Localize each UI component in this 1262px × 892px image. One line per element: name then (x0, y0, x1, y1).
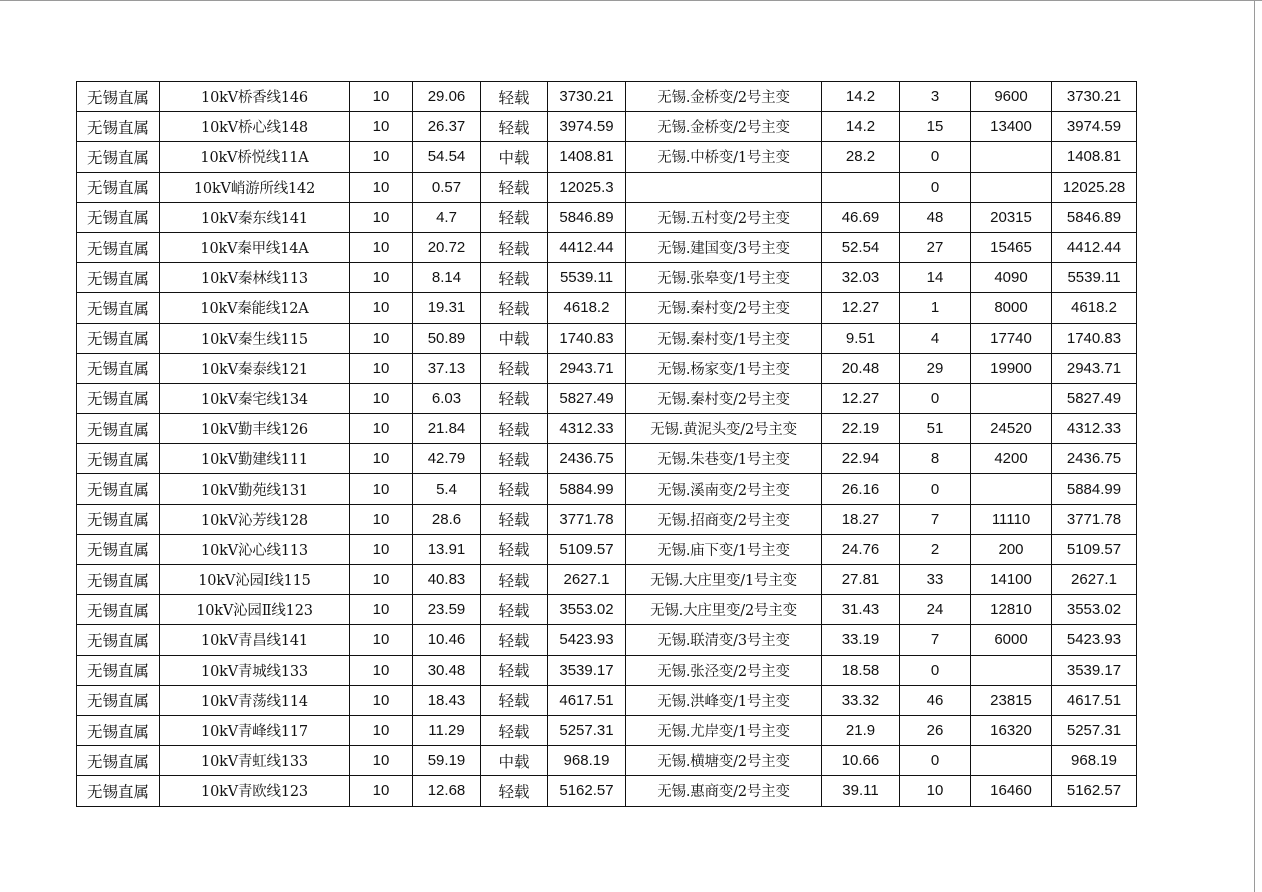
line-name-cell: 10kV青城线133 (160, 655, 350, 685)
capacity-cell: 4412.44 (548, 232, 626, 262)
unit-cell: 无锡直属 (77, 172, 160, 202)
user-count-cell: 0 (900, 474, 971, 504)
unit-cell: 无锡直属 (77, 625, 160, 655)
line-name-cell: 10kV秦东线141 (160, 202, 350, 232)
line-name-cell: 10kV勤丰线126 (160, 414, 350, 444)
main-transformer-load-cell: 22.94 (822, 444, 900, 474)
load-rate-cell: 19.31 (413, 293, 481, 323)
load-status-cell: 中载 (481, 746, 548, 776)
available-capacity-cell: 5846.89 (1052, 202, 1137, 232)
unit-cell: 无锡直属 (77, 534, 160, 564)
table-row (77, 776, 1137, 806)
user-capacity-cell: 20315 (971, 202, 1052, 232)
substation-cell: 无锡.秦村变/2号主变 (626, 293, 822, 323)
capacity-cell: 3974.59 (548, 112, 626, 142)
line-name-cell: 10kV桥悦线11A (160, 142, 350, 172)
substation-cell: 无锡.大庄里变/1号主变 (626, 565, 822, 595)
user-count-cell: 0 (900, 172, 971, 202)
load-status-cell: 轻载 (481, 565, 548, 595)
table-row (77, 565, 1137, 595)
load-rate-cell: 4.7 (413, 202, 481, 232)
unit-cell: 无锡直属 (77, 112, 160, 142)
main-transformer-load-cell: 32.03 (822, 263, 900, 293)
available-capacity-cell: 5109.57 (1052, 534, 1137, 564)
user-count-cell: 46 (900, 685, 971, 715)
table-row (77, 202, 1137, 232)
available-capacity-cell: 12025.28 (1052, 172, 1137, 202)
page-top-edge (0, 0, 1262, 1)
main-transformer-load-cell: 24.76 (822, 534, 900, 564)
main-transformer-load-cell: 10.66 (822, 746, 900, 776)
load-rate-cell: 26.37 (413, 112, 481, 142)
substation-cell: 无锡.张泾变/2号主变 (626, 655, 822, 685)
table-row (77, 323, 1137, 353)
substation-cell: 无锡.朱巷变/1号主变 (626, 444, 822, 474)
capacity-cell: 3771.78 (548, 504, 626, 534)
main-transformer-load-cell: 33.19 (822, 625, 900, 655)
line-name-cell: 10kV秦林线113 (160, 263, 350, 293)
unit-cell: 无锡直属 (77, 565, 160, 595)
user-capacity-cell (971, 172, 1052, 202)
load-status-cell: 轻载 (481, 202, 548, 232)
load-rate-cell: 13.91 (413, 534, 481, 564)
unit-cell: 无锡直属 (77, 323, 160, 353)
available-capacity-cell: 5257.31 (1052, 715, 1137, 745)
capacity-cell: 2943.71 (548, 353, 626, 383)
table-row (77, 383, 1137, 413)
user-capacity-cell: 12810 (971, 595, 1052, 625)
table-row (77, 534, 1137, 564)
substation-cell: 无锡.中桥变/1号主变 (626, 142, 822, 172)
available-capacity-cell: 2627.1 (1052, 565, 1137, 595)
available-capacity-cell: 5162.57 (1052, 776, 1137, 806)
user-count-cell: 0 (900, 142, 971, 172)
voltage-cell: 10 (350, 414, 413, 444)
line-name-cell: 10kV勤苑线131 (160, 474, 350, 504)
substation-cell: 无锡.五村变/2号主变 (626, 202, 822, 232)
capacity-cell: 4617.51 (548, 685, 626, 715)
capacity-cell: 2436.75 (548, 444, 626, 474)
available-capacity-cell: 4312.33 (1052, 414, 1137, 444)
user-count-cell: 10 (900, 776, 971, 806)
load-status-cell: 轻载 (481, 595, 548, 625)
unit-cell: 无锡直属 (77, 655, 160, 685)
voltage-cell: 10 (350, 474, 413, 504)
capacity-cell: 5257.31 (548, 715, 626, 745)
table-row (77, 353, 1137, 383)
user-capacity-cell: 9600 (971, 82, 1052, 112)
capacity-cell: 5827.49 (548, 383, 626, 413)
load-rate-cell: 50.89 (413, 323, 481, 353)
user-capacity-cell: 8000 (971, 293, 1052, 323)
capacity-cell: 1740.83 (548, 323, 626, 353)
table-row (77, 444, 1137, 474)
load-rate-cell: 40.83 (413, 565, 481, 595)
line-name-cell: 10kV峭游所线142 (160, 172, 350, 202)
unit-cell: 无锡直属 (77, 232, 160, 262)
load-status-cell: 中载 (481, 142, 548, 172)
substation-cell: 无锡.秦村变/1号主变 (626, 323, 822, 353)
page-right-edge (1254, 0, 1255, 892)
voltage-cell: 10 (350, 715, 413, 745)
main-transformer-load-cell: 31.43 (822, 595, 900, 625)
line-name-cell: 10kV青昌线141 (160, 625, 350, 655)
table-body (77, 82, 1137, 807)
table-row (77, 82, 1137, 112)
line-name-cell: 10kV秦甲线14A (160, 232, 350, 262)
unit-cell: 无锡直属 (77, 263, 160, 293)
load-rate-cell: 21.84 (413, 414, 481, 444)
capacity-cell: 3730.21 (548, 82, 626, 112)
user-count-cell: 7 (900, 504, 971, 534)
user-capacity-cell: 23815 (971, 685, 1052, 715)
load-status-cell: 轻载 (481, 504, 548, 534)
capacity-cell: 5109.57 (548, 534, 626, 564)
line-name-cell: 10kV沁心线113 (160, 534, 350, 564)
main-transformer-load-cell: 52.54 (822, 232, 900, 262)
main-transformer-load-cell: 9.51 (822, 323, 900, 353)
voltage-cell: 10 (350, 746, 413, 776)
load-status-cell: 轻载 (481, 655, 548, 685)
feeder-load-table (76, 81, 1137, 807)
voltage-cell: 10 (350, 565, 413, 595)
capacity-cell: 5423.93 (548, 625, 626, 655)
voltage-cell: 10 (350, 232, 413, 262)
table-row (77, 474, 1137, 504)
table-row (77, 112, 1137, 142)
substation-cell: 无锡.招商变/2号主变 (626, 504, 822, 534)
line-name-cell: 10kV桥心线148 (160, 112, 350, 142)
load-status-cell: 轻载 (481, 172, 548, 202)
load-rate-cell: 54.54 (413, 142, 481, 172)
available-capacity-cell: 3730.21 (1052, 82, 1137, 112)
substation-cell: 无锡.金桥变/2号主变 (626, 82, 822, 112)
load-status-cell: 轻载 (481, 112, 548, 142)
substation-cell: 无锡.建国变/3号主变 (626, 232, 822, 262)
user-capacity-cell (971, 383, 1052, 413)
load-status-cell: 轻载 (481, 353, 548, 383)
user-capacity-cell: 14100 (971, 565, 1052, 595)
available-capacity-cell: 4412.44 (1052, 232, 1137, 262)
unit-cell: 无锡直属 (77, 595, 160, 625)
load-rate-cell: 42.79 (413, 444, 481, 474)
user-capacity-cell: 17740 (971, 323, 1052, 353)
unit-cell: 无锡直属 (77, 715, 160, 745)
table-row (77, 142, 1137, 172)
substation-cell: 无锡.溪南变/2号主变 (626, 474, 822, 504)
line-name-cell: 10kV秦宅线134 (160, 383, 350, 413)
user-count-cell: 0 (900, 383, 971, 413)
table-row (77, 715, 1137, 745)
main-transformer-load-cell: 18.27 (822, 504, 900, 534)
substation-cell: 无锡.大庄里变/2号主变 (626, 595, 822, 625)
voltage-cell: 10 (350, 383, 413, 413)
table-row (77, 595, 1137, 625)
voltage-cell: 10 (350, 172, 413, 202)
voltage-cell: 10 (350, 263, 413, 293)
unit-cell: 无锡直属 (77, 746, 160, 776)
voltage-cell: 10 (350, 776, 413, 806)
available-capacity-cell: 3539.17 (1052, 655, 1137, 685)
voltage-cell: 10 (350, 504, 413, 534)
unit-cell: 无锡直属 (77, 444, 160, 474)
user-capacity-cell: 16320 (971, 715, 1052, 745)
unit-cell: 无锡直属 (77, 383, 160, 413)
line-name-cell: 10kV青欧线123 (160, 776, 350, 806)
available-capacity-cell: 2943.71 (1052, 353, 1137, 383)
user-count-cell: 0 (900, 746, 971, 776)
available-capacity-cell: 5423.93 (1052, 625, 1137, 655)
substation-cell: 无锡.金桥变/2号主变 (626, 112, 822, 142)
capacity-cell: 4618.2 (548, 293, 626, 323)
user-capacity-cell: 13400 (971, 112, 1052, 142)
substation-cell: 无锡.黄泥头变/2号主变 (626, 414, 822, 444)
substation-cell: 无锡.洪峰变/1号主变 (626, 685, 822, 715)
user-count-cell: 27 (900, 232, 971, 262)
table-row (77, 263, 1137, 293)
available-capacity-cell: 1740.83 (1052, 323, 1137, 353)
available-capacity-cell: 4617.51 (1052, 685, 1137, 715)
user-count-cell: 33 (900, 565, 971, 595)
load-status-cell: 轻载 (481, 383, 548, 413)
load-rate-cell: 59.19 (413, 746, 481, 776)
main-transformer-load-cell: 33.32 (822, 685, 900, 715)
voltage-cell: 10 (350, 625, 413, 655)
substation-cell: 无锡.惠商变/2号主变 (626, 776, 822, 806)
user-capacity-cell (971, 746, 1052, 776)
load-status-cell: 轻载 (481, 263, 548, 293)
table-row (77, 655, 1137, 685)
main-transformer-load-cell: 12.27 (822, 383, 900, 413)
load-rate-cell: 10.46 (413, 625, 481, 655)
voltage-cell: 10 (350, 353, 413, 383)
load-rate-cell: 5.4 (413, 474, 481, 504)
load-rate-cell: 37.13 (413, 353, 481, 383)
load-status-cell: 中载 (481, 323, 548, 353)
line-name-cell: 10kV沁芳线128 (160, 504, 350, 534)
available-capacity-cell: 4618.2 (1052, 293, 1137, 323)
capacity-cell: 5162.57 (548, 776, 626, 806)
table-row (77, 685, 1137, 715)
capacity-cell: 3539.17 (548, 655, 626, 685)
substation-cell (626, 172, 822, 202)
user-count-cell: 2 (900, 534, 971, 564)
voltage-cell: 10 (350, 323, 413, 353)
voltage-cell: 10 (350, 82, 413, 112)
table-row (77, 746, 1137, 776)
voltage-cell: 10 (350, 444, 413, 474)
main-transformer-load-cell: 20.48 (822, 353, 900, 383)
user-count-cell: 26 (900, 715, 971, 745)
load-rate-cell: 28.6 (413, 504, 481, 534)
table-row (77, 293, 1137, 323)
unit-cell: 无锡直属 (77, 142, 160, 172)
user-capacity-cell: 4200 (971, 444, 1052, 474)
main-transformer-load-cell: 39.11 (822, 776, 900, 806)
capacity-cell: 5539.11 (548, 263, 626, 293)
main-transformer-load-cell: 28.2 (822, 142, 900, 172)
line-name-cell: 10kV青荡线114 (160, 685, 350, 715)
user-capacity-cell (971, 655, 1052, 685)
unit-cell: 无锡直属 (77, 82, 160, 112)
user-capacity-cell: 24520 (971, 414, 1052, 444)
user-capacity-cell: 11110 (971, 504, 1052, 534)
main-transformer-load-cell: 46.69 (822, 202, 900, 232)
load-rate-cell: 8.14 (413, 263, 481, 293)
unit-cell: 无锡直属 (77, 353, 160, 383)
capacity-cell: 968.19 (548, 746, 626, 776)
load-rate-cell: 6.03 (413, 383, 481, 413)
main-transformer-load-cell: 21.9 (822, 715, 900, 745)
user-capacity-cell (971, 474, 1052, 504)
available-capacity-cell: 3771.78 (1052, 504, 1137, 534)
user-capacity-cell: 4090 (971, 263, 1052, 293)
table-row (77, 504, 1137, 534)
unit-cell: 无锡直属 (77, 414, 160, 444)
user-capacity-cell: 19900 (971, 353, 1052, 383)
capacity-cell: 5846.89 (548, 202, 626, 232)
load-status-cell: 轻载 (481, 82, 548, 112)
unit-cell: 无锡直属 (77, 685, 160, 715)
load-status-cell: 轻载 (481, 776, 548, 806)
load-rate-cell: 30.48 (413, 655, 481, 685)
user-capacity-cell: 6000 (971, 625, 1052, 655)
user-count-cell: 3 (900, 82, 971, 112)
voltage-cell: 10 (350, 685, 413, 715)
load-status-cell: 轻载 (481, 293, 548, 323)
substation-cell: 无锡.尤岸变/1号主变 (626, 715, 822, 745)
line-name-cell: 10kV秦泰线121 (160, 353, 350, 383)
user-count-cell: 24 (900, 595, 971, 625)
main-transformer-load-cell: 27.81 (822, 565, 900, 595)
load-status-cell: 轻载 (481, 534, 548, 564)
available-capacity-cell: 968.19 (1052, 746, 1137, 776)
available-capacity-cell: 1408.81 (1052, 142, 1137, 172)
capacity-cell: 1408.81 (548, 142, 626, 172)
substation-cell: 无锡.秦村变/2号主变 (626, 383, 822, 413)
load-status-cell: 轻载 (481, 444, 548, 474)
available-capacity-cell: 3553.02 (1052, 595, 1137, 625)
line-name-cell: 10kV青峰线117 (160, 715, 350, 745)
capacity-cell: 5884.99 (548, 474, 626, 504)
voltage-cell: 10 (350, 595, 413, 625)
table-row (77, 625, 1137, 655)
available-capacity-cell: 5827.49 (1052, 383, 1137, 413)
user-capacity-cell: 15465 (971, 232, 1052, 262)
main-transformer-load-cell (822, 172, 900, 202)
line-name-cell: 10kV秦生线115 (160, 323, 350, 353)
load-rate-cell: 11.29 (413, 715, 481, 745)
user-count-cell: 15 (900, 112, 971, 142)
substation-cell: 无锡.庙下变/1号主变 (626, 534, 822, 564)
load-rate-cell: 23.59 (413, 595, 481, 625)
main-transformer-load-cell: 22.19 (822, 414, 900, 444)
line-name-cell: 10kV沁园Ⅰ线115 (160, 565, 350, 595)
load-rate-cell: 20.72 (413, 232, 481, 262)
capacity-cell: 2627.1 (548, 565, 626, 595)
voltage-cell: 10 (350, 293, 413, 323)
substation-cell: 无锡.张皋变/1号主变 (626, 263, 822, 293)
load-status-cell: 轻载 (481, 625, 548, 655)
user-count-cell: 7 (900, 625, 971, 655)
table-row (77, 414, 1137, 444)
load-status-cell: 轻载 (481, 685, 548, 715)
capacity-cell: 3553.02 (548, 595, 626, 625)
load-status-cell: 轻载 (481, 232, 548, 262)
user-capacity-cell (971, 142, 1052, 172)
load-status-cell: 轻载 (481, 474, 548, 504)
line-name-cell: 10kV勤建线111 (160, 444, 350, 474)
user-count-cell: 8 (900, 444, 971, 474)
available-capacity-cell: 3974.59 (1052, 112, 1137, 142)
unit-cell: 无锡直属 (77, 202, 160, 232)
unit-cell: 无锡直属 (77, 504, 160, 534)
user-count-cell: 4 (900, 323, 971, 353)
main-transformer-load-cell: 18.58 (822, 655, 900, 685)
user-capacity-cell: 16460 (971, 776, 1052, 806)
load-rate-cell: 29.06 (413, 82, 481, 112)
voltage-cell: 10 (350, 142, 413, 172)
main-transformer-load-cell: 12.27 (822, 293, 900, 323)
substation-cell: 无锡.杨家变/1号主变 (626, 353, 822, 383)
available-capacity-cell: 2436.75 (1052, 444, 1137, 474)
user-count-cell: 29 (900, 353, 971, 383)
line-name-cell: 10kV青虹线133 (160, 746, 350, 776)
capacity-cell: 12025.3 (548, 172, 626, 202)
voltage-cell: 10 (350, 534, 413, 564)
user-count-cell: 48 (900, 202, 971, 232)
main-transformer-load-cell: 14.2 (822, 112, 900, 142)
user-count-cell: 51 (900, 414, 971, 444)
voltage-cell: 10 (350, 202, 413, 232)
substation-cell: 无锡.横塘变/2号主变 (626, 746, 822, 776)
main-transformer-load-cell: 14.2 (822, 82, 900, 112)
table-row (77, 172, 1137, 202)
line-name-cell: 10kV沁园Ⅱ线123 (160, 595, 350, 625)
load-rate-cell: 18.43 (413, 685, 481, 715)
unit-cell: 无锡直属 (77, 474, 160, 504)
user-count-cell: 0 (900, 655, 971, 685)
available-capacity-cell: 5884.99 (1052, 474, 1137, 504)
user-count-cell: 14 (900, 263, 971, 293)
unit-cell: 无锡直属 (77, 293, 160, 323)
user-count-cell: 1 (900, 293, 971, 323)
available-capacity-cell: 5539.11 (1052, 263, 1137, 293)
capacity-cell: 4312.33 (548, 414, 626, 444)
load-rate-cell: 12.68 (413, 776, 481, 806)
load-rate-cell: 0.57 (413, 172, 481, 202)
line-name-cell: 10kV秦能线12A (160, 293, 350, 323)
voltage-cell: 10 (350, 112, 413, 142)
voltage-cell: 10 (350, 655, 413, 685)
main-transformer-load-cell: 26.16 (822, 474, 900, 504)
load-status-cell: 轻载 (481, 715, 548, 745)
table-row (77, 232, 1137, 262)
substation-cell: 无锡.联清变/3号主变 (626, 625, 822, 655)
load-status-cell: 轻载 (481, 414, 548, 444)
user-capacity-cell: 200 (971, 534, 1052, 564)
line-name-cell: 10kV桥香线146 (160, 82, 350, 112)
unit-cell: 无锡直属 (77, 776, 160, 806)
